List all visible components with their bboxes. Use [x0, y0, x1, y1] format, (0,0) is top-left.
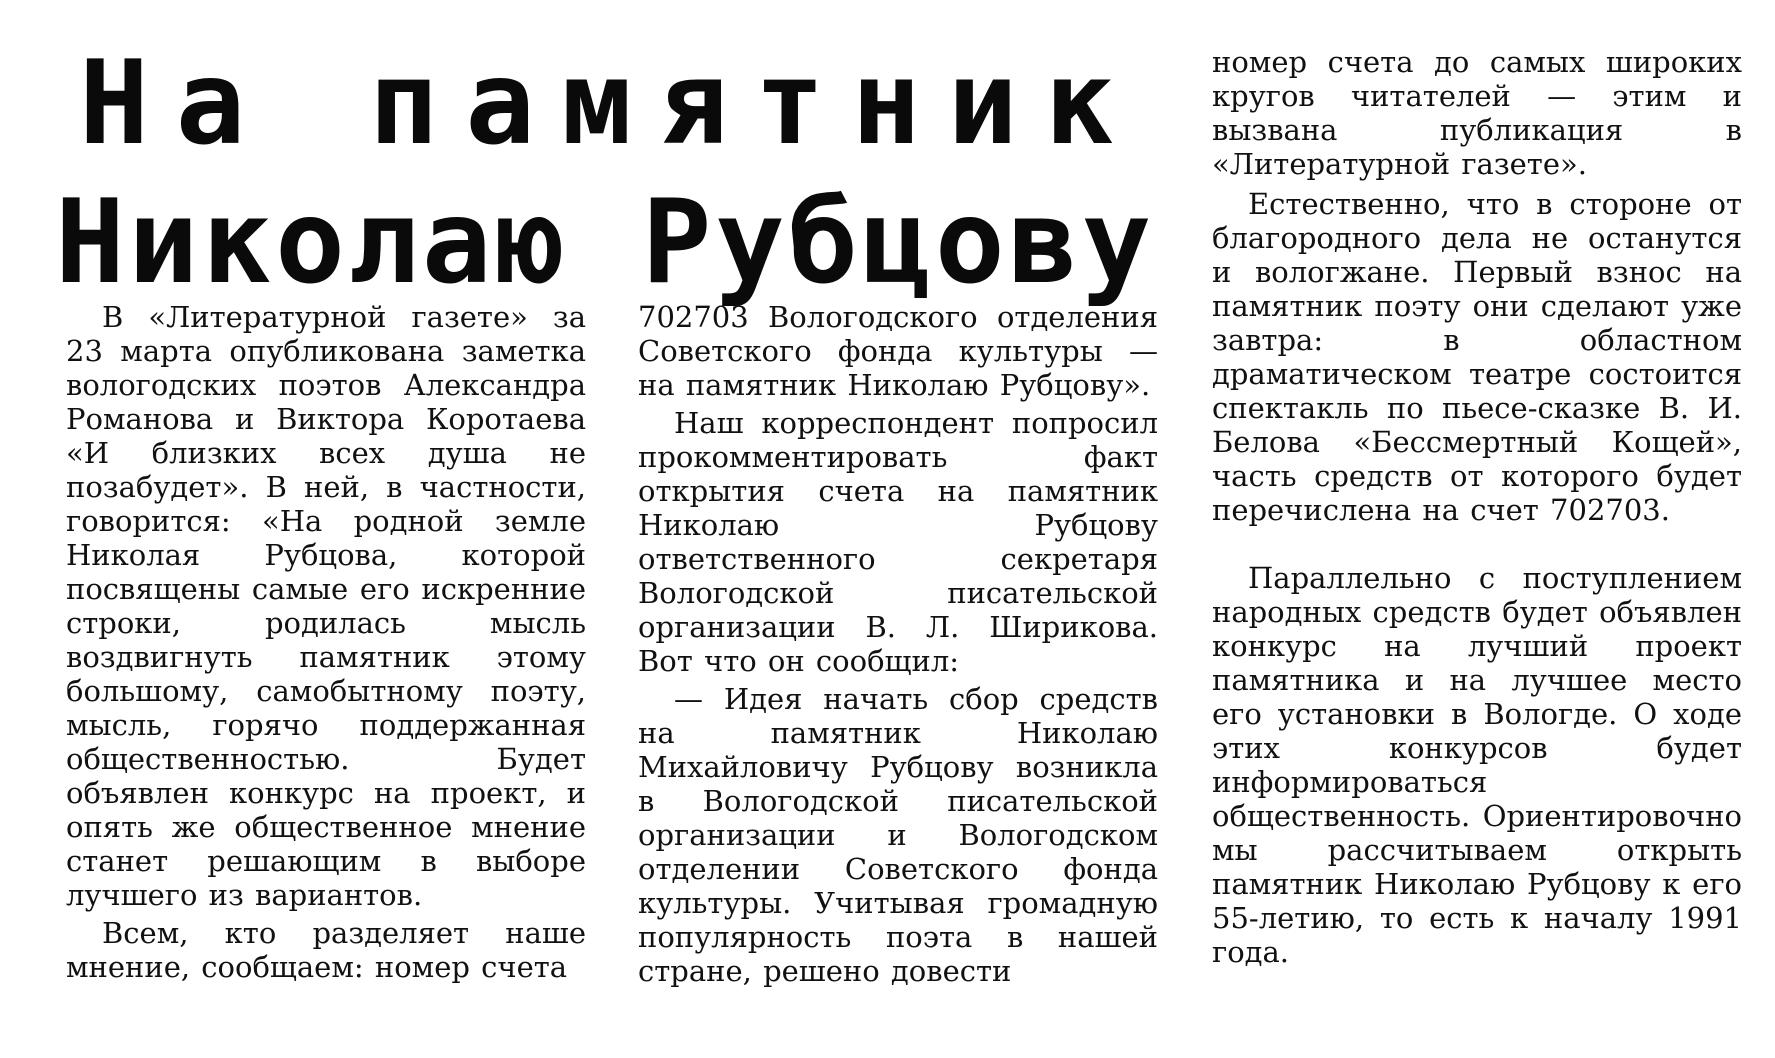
column-2	[638, 300, 1158, 988]
paragraph: Всем, кто разделяет наше мнение, сообщаем: номер счета	[66, 916, 586, 984]
paragraph: — Идея начать сбор средств на памятник Николаю Михайловичу Рубцову возникла в Вологодской писательской организации и Вологодском отделении Советского фонда культуры. Учитывая громадную популярность поэта в нашей стране, решено довести	[638, 682, 1158, 988]
headline-line-2: Николаю Рубцову	[55, 175, 1155, 310]
column-1	[66, 300, 586, 984]
paragraph: 702703 Вологодского отделения Советского фонда культуры — на памятник Николаю Рубцову».	[638, 300, 1158, 402]
headline	[0, 36, 1180, 318]
paragraph: Наш корреспондент попросил прокомментировать факт открытия счета на памятник Николаю Рубцову ответственного секретаря Вологодской писательской организации В. Л. Ширикова. Вот что он сообщил:	[638, 406, 1158, 678]
headline-line-1: На памятник	[79, 36, 1141, 171]
paragraph: В «Литературной газете» за 23 марта опубликована заметка вологодских поэтов Александра Романова и Виктора Коротаева «И близких всех душа не позабудет». В ней, в частности, говорится: «На родной земле Николая Рубцова, которой посвящены самые его искренние строки, родилась мысль воздвигнуть памятник этому большому, самобытному поэту, мысль, горячо поддержанная общественностью. Будет объявлен конкурс на проект, и опять же общественное мнение станет решающим в выборе лучшего из вариантов.	[66, 300, 586, 912]
paragraph: Естественно, что в стороне от благородного дела не останутся и вологжане. Первый взнос на памятник поэту они сделают уже завтра: в областном драматическом театре состоится спектакль по пьесе-сказке В. И. Белова «Бессмертный Кощей», часть средств от которого будет перечислена на счет 702703.	[1212, 187, 1742, 527]
column-3	[1212, 45, 1742, 969]
paragraph: номер счета до самых широких кругов читателей — этим и вызвана публикация в «Литературной газете».	[1212, 45, 1742, 181]
paragraph: Параллельно с поступлением народных средств будет объявлен конкурс на лучший проект памятника и на лучшее место его установки в Вологде. О ходе этих конкурсов будет информироваться общественность. Ориентировочно мы рассчитываем открыть памятник Николаю Рубцову к его 55-летию, то есть к началу 1991 года.	[1212, 561, 1742, 969]
